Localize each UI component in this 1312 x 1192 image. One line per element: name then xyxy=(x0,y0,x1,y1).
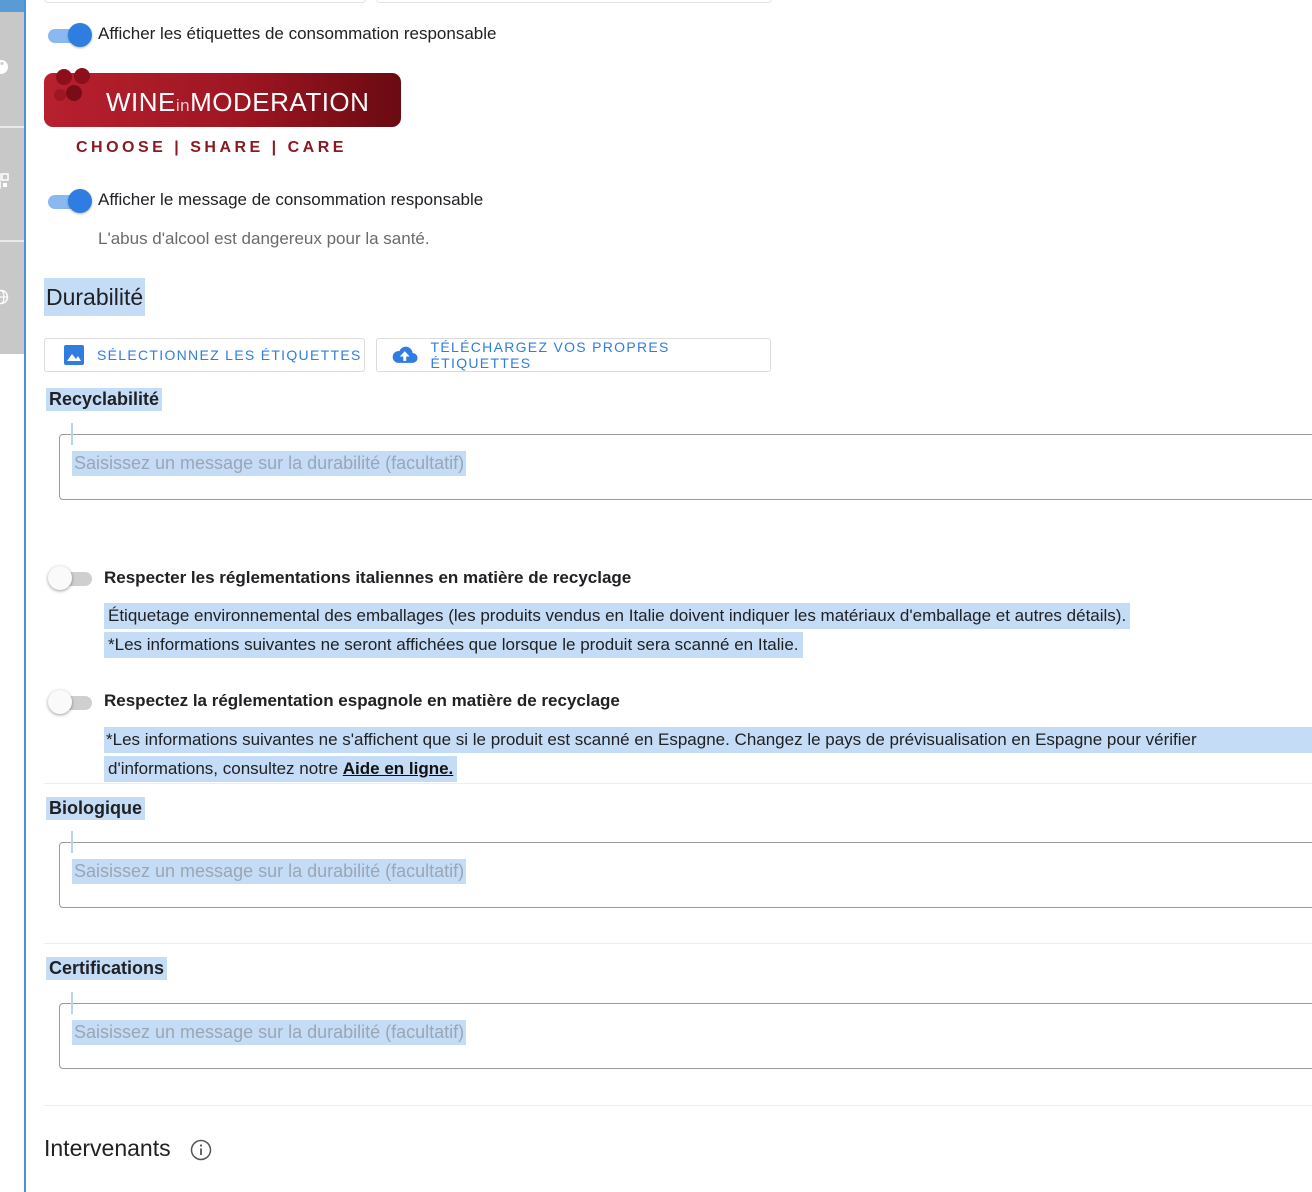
spanish-recycling-toggle[interactable] xyxy=(48,690,94,714)
left-rail xyxy=(0,0,26,1192)
spanish-recycling-desc-1: *Les informations suivantes ne s'affichent que si le produit est scanné en Espagne. Changez le pays de prévisualisation en Espagne pour vérifier xyxy=(104,727,1312,753)
toggle-knob xyxy=(68,189,92,213)
recyclability-input[interactable] xyxy=(59,434,1312,500)
toggle-knob xyxy=(48,566,72,590)
certifications-input[interactable] xyxy=(59,1003,1312,1069)
sustainability-title: Durabilité xyxy=(44,278,145,316)
text-caret xyxy=(71,831,73,853)
section-divider xyxy=(44,943,1312,944)
input-edge xyxy=(376,0,772,3)
certifications-label: Certifications xyxy=(46,957,167,980)
input-edge xyxy=(44,0,366,3)
spanish-recycling-label: Respectez la réglementation espagnole en matière de recyclage xyxy=(104,691,620,710)
spanish-recycling-desc-2: d'informations, consultez notre Aide en ligne. xyxy=(104,756,457,782)
toggle-knob xyxy=(48,690,72,714)
italian-recycling-desc-2: *Les informations suivantes ne seront affichées que lorsque le produit sera scanné en Italie. xyxy=(104,632,803,658)
recyclability-label: Recyclabilité xyxy=(46,388,162,411)
organic-placeholder: Saisissez un message sur la durabilité (facultatif) xyxy=(72,859,466,884)
rail-edge xyxy=(24,0,26,1192)
section-divider xyxy=(44,1105,1312,1106)
upload-labels-text: TÉLÉCHARGEZ VOS PROPRES ÉTIQUETTES xyxy=(430,339,670,371)
consumption-message-label: Afficher le message de consommation responsable xyxy=(98,190,484,209)
consumption-message-toggle[interactable] xyxy=(46,189,92,213)
organic-label: Biologique xyxy=(46,797,145,820)
italian-recycling-desc-1: Étiquetage environnemental des emballages (les produits vendus en Italie doivent indiquer les matériaux d'emballage et autres détails). xyxy=(104,603,1130,629)
globe-icon xyxy=(0,289,9,305)
text-caret xyxy=(71,423,73,445)
rail-tab-languages[interactable] xyxy=(0,242,24,354)
consumption-labels-label: Afficher les étiquettes de consommation responsable xyxy=(98,24,497,43)
info-icon[interactable] xyxy=(190,1139,212,1161)
toggle-knob xyxy=(68,23,92,47)
logo-wordmark: WINEinMODERATION xyxy=(106,87,370,117)
palette-icon xyxy=(0,59,9,75)
image-icon xyxy=(63,344,85,366)
consumption-message-text: L'abus d'alcool est dangereux pour la santé. xyxy=(98,229,430,248)
grapes-icon xyxy=(52,67,102,113)
recyclability-placeholder: Saisissez un message sur la durabilité (facultatif) xyxy=(72,451,466,476)
italian-recycling-label: Respecter les réglementations italiennes en matière de recyclage xyxy=(104,568,632,587)
upload-labels-button[interactable] xyxy=(376,338,771,372)
italian-recycling-toggle[interactable] xyxy=(48,566,94,590)
organic-input[interactable] xyxy=(59,842,1312,908)
rail-tab-active[interactable] xyxy=(0,0,24,12)
text-caret xyxy=(71,992,73,1014)
section-divider xyxy=(44,783,1312,784)
rail-tab-design[interactable] xyxy=(0,12,24,126)
logo-tagline: CHOOSE | SHARE | CARE xyxy=(76,139,347,156)
select-labels-button[interactable] xyxy=(44,338,365,372)
qr-code-icon xyxy=(0,173,9,189)
certifications-placeholder: Saisissez un message sur la durabilité (facultatif) xyxy=(72,1020,466,1045)
wine-in-moderation-logo xyxy=(44,73,401,127)
stakeholders-title: Intervenants xyxy=(44,1135,171,1161)
cloud-upload-icon xyxy=(391,344,419,366)
consumption-labels-toggle[interactable] xyxy=(46,23,92,47)
select-labels-text: SÉLECTIONNEZ LES ÉTIQUETTES xyxy=(97,347,362,363)
online-help-link[interactable]: Aide en ligne. xyxy=(342,759,454,778)
rail-tab-qr[interactable] xyxy=(0,128,24,240)
